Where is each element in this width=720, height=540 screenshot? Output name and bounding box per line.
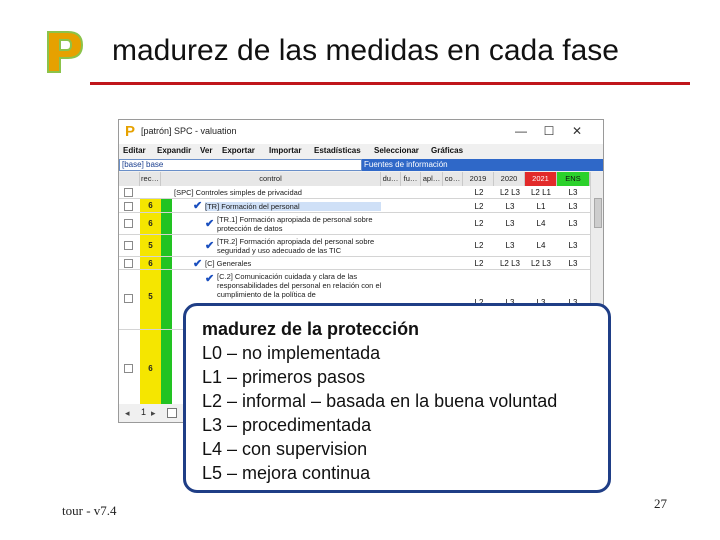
rec-value: 6 — [140, 213, 161, 234]
slide-title: madurez de las medidas en cada fase — [112, 34, 619, 67]
status-strip — [161, 235, 172, 256]
callout-line-l2: L2 – informal – basada en la buena voluntad — [202, 391, 558, 411]
row-checkbox[interactable] — [124, 241, 133, 250]
app-icon: P — [125, 123, 136, 140]
menu-bar — [119, 144, 603, 158]
level-2020: L2 L3 — [499, 259, 521, 268]
status-strip — [161, 199, 172, 212]
col-header-2019[interactable]: 2019 — [463, 172, 494, 186]
level-ens: L3 — [568, 219, 578, 228]
checkmark-icon: ✔ — [205, 273, 215, 285]
footer-version: tour - v7.4 — [62, 503, 117, 518]
callout-line-l1: L1 – primeros pasos — [202, 367, 366, 387]
level-2021: L2 L1 — [530, 188, 552, 197]
checkmark-icon: ✔ — [205, 218, 215, 230]
row-checkbox[interactable] — [124, 219, 133, 228]
rec-value: 6 — [140, 257, 161, 269]
col-header-2021[interactable]: 2021 — [525, 172, 557, 186]
maturity-legend-callout — [183, 303, 611, 493]
pager-next-icon[interactable]: ▸ — [151, 408, 156, 418]
level-2021: L1 — [536, 202, 546, 211]
menu-ver[interactable]: Ver — [200, 146, 213, 155]
close-button[interactable]: ✕ — [571, 124, 583, 138]
source-header: Fuentes de información — [362, 159, 604, 171]
level-ens: L3 — [568, 188, 578, 197]
pager-checkbox[interactable] — [167, 408, 177, 418]
level-2019: L2 — [474, 188, 484, 197]
status-strip — [161, 270, 172, 329]
level-2021: L2 L3 — [530, 259, 552, 268]
page-number: 27 — [654, 496, 667, 511]
table-row[interactable] — [119, 199, 590, 213]
menu-editar[interactable]: Editar — [123, 146, 146, 155]
title-divider — [90, 82, 690, 85]
pager-prev-icon[interactable]: ◂ — [125, 408, 130, 418]
window-title: [patrón] SPC - valuation — [141, 126, 237, 136]
table-row[interactable] — [119, 186, 590, 199]
level-2021: L4 — [536, 241, 546, 250]
rec-value: 6 — [140, 330, 161, 404]
col-header-apl[interactable]: apl… — [421, 172, 443, 186]
level-ens: L3 — [568, 202, 578, 211]
callout-line-l4: L4 – con supervision — [202, 439, 368, 459]
control-name: [TR.1] Formación apropiada de personal sobre protección de datos — [217, 215, 373, 233]
menu-exportar[interactable]: Exportar — [222, 146, 255, 155]
window-titlebar — [119, 120, 603, 144]
menu-importar[interactable]: Importar — [269, 146, 302, 155]
row-checkbox[interactable] — [124, 202, 133, 211]
callout-line-l0: L0 – no implementada — [202, 343, 381, 363]
level-2020: L2 L3 — [499, 188, 521, 197]
menu-expandir[interactable]: Expandir — [157, 146, 192, 155]
menu-graficas[interactable]: Gráficas — [431, 146, 464, 155]
pilar-logo-icon — [42, 28, 86, 76]
table-row[interactable] — [119, 235, 590, 257]
level-ens: L3 — [568, 241, 578, 250]
control-name: [SPC] Controles simples de privacidad — [174, 188, 302, 197]
col-header-rec[interactable]: rec… — [140, 172, 161, 186]
level-2020: L3 — [505, 219, 515, 228]
row-checkbox[interactable] — [124, 259, 133, 268]
checkmark-icon: ✔ — [193, 200, 203, 212]
col-header-2020[interactable]: 2020 — [494, 172, 525, 186]
checkmark-icon: ✔ — [193, 258, 203, 270]
col-header-control[interactable]: control — [161, 172, 381, 186]
menu-seleccionar[interactable]: Seleccionar — [374, 146, 419, 155]
status-strip — [161, 330, 172, 404]
control-name: [TR.2] Formación apropiada del personal sobre seguridad y uso adecuado de las TIC — [217, 237, 375, 255]
level-2020: L3 — [505, 241, 515, 250]
callout-heading: madurez de la protección — [202, 319, 420, 339]
level-2020: L3 — [505, 202, 515, 211]
control-name: [C.2] Comunicación cuidada y clara de las responsabilidades del personal en relación con el cumplimiento de la política de — [217, 272, 382, 299]
status-strip — [161, 213, 172, 234]
row-checkbox[interactable] — [124, 364, 133, 373]
col-header-ens[interactable]: ENS — [557, 172, 590, 186]
status-strip — [161, 257, 172, 269]
col-header-checkbox — [119, 172, 140, 186]
table-row[interactable] — [119, 257, 590, 270]
checkmark-icon: ✔ — [205, 240, 215, 252]
scrollbar-thumb[interactable] — [594, 198, 602, 228]
rec-value: 6 — [140, 199, 161, 212]
col-header-du[interactable]: du… — [381, 172, 401, 186]
level-2019: L2 — [474, 259, 484, 268]
level-2019: L2 — [474, 219, 484, 228]
rec-value: 5 — [140, 270, 161, 329]
level-ens: L3 — [568, 259, 578, 268]
rec-value: 5 — [140, 235, 161, 256]
level-2021: L4 — [536, 219, 546, 228]
row-checkbox[interactable] — [124, 188, 133, 197]
minimize-button[interactable]: — — [515, 124, 527, 138]
col-header-co[interactable]: co… — [443, 172, 463, 186]
level-2019: L2 — [474, 241, 484, 250]
maximize-button[interactable]: ☐ — [543, 124, 555, 138]
level-2019: L2 — [474, 202, 484, 211]
callout-line-l5: L5 – mejora continua — [202, 463, 371, 483]
control-name: [C] Generales — [205, 259, 252, 268]
col-header-fu[interactable]: fu… — [401, 172, 421, 186]
row-checkbox[interactable] — [124, 294, 133, 303]
pager-page[interactable]: 1 — [141, 407, 147, 417]
menu-estadisticas[interactable]: Estadísticas — [314, 146, 361, 155]
control-name: [TR] Formación del personal — [205, 202, 381, 211]
callout-line-l3: L3 – procedimentada — [202, 415, 372, 435]
path-field[interactable]: [base] base — [119, 159, 362, 171]
table-row[interactable] — [119, 213, 590, 235]
